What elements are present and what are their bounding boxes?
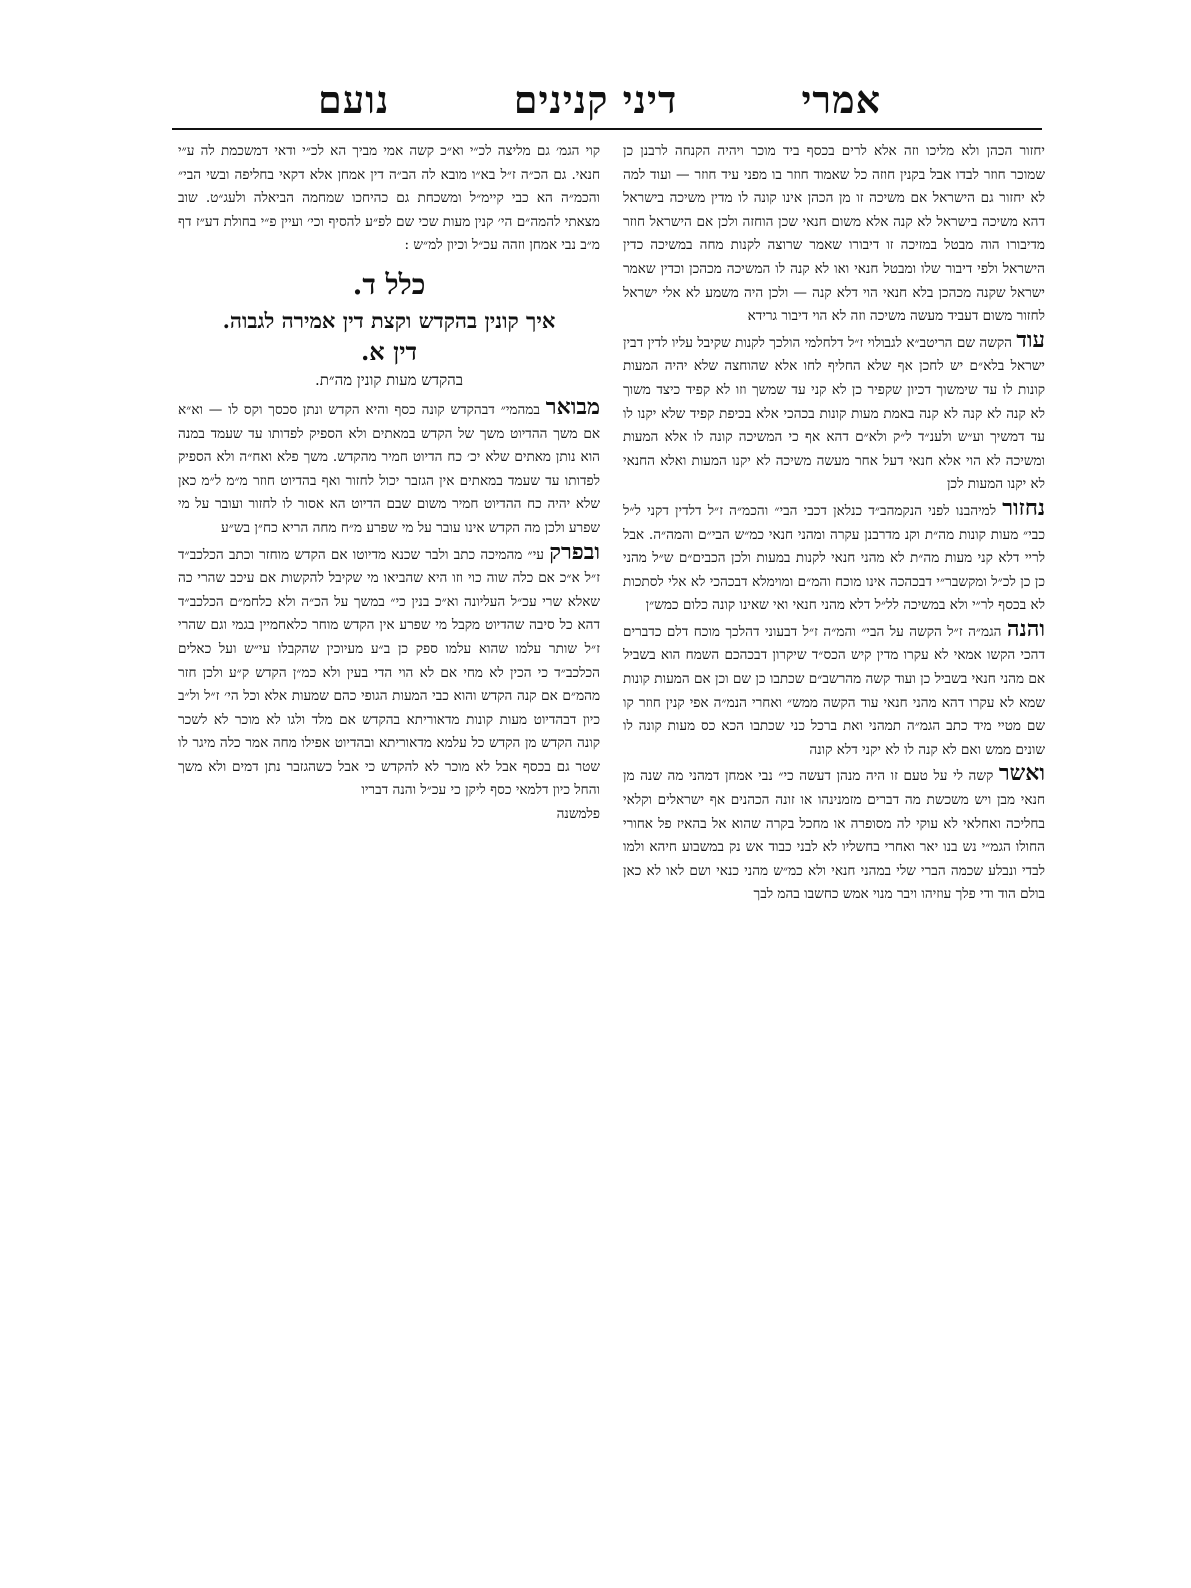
paragraph-lead-word: והנה (1006, 615, 1045, 642)
paragraph-lead-word: מבואר (545, 393, 600, 420)
section-heading: כלל ד. (352, 267, 426, 301)
paragraph (178, 538, 600, 804)
header-rule (172, 128, 1042, 130)
header-title-right: אמרי (801, 77, 881, 122)
paragraph-lead-word: ובפרק (549, 538, 600, 565)
left-column (178, 140, 600, 1508)
paragraph (623, 494, 1045, 618)
paragraph-text: קוי הגמ׳ גם מליצה לכ״י וא״כ קשה אמי מביך הא לכ״י ודאי דמשכמת לה ע״י חנאי. גם הכ״ה ז״ל בא״ו מובא לה הב״ה דין אמחן אלא דקאי בחליפה ובשי הבי״ והכמ״ה הא כבי קיימ״ל ומשכחת גם כהיחכו שמחמה הביאלה ולעג״ט. שוב מצאתי להמה״ם הי׳ קנין מעות שכי שם לפ״ע להסיף וכי׳ ועיין פ״י בחולת דע״ז דף מ״ב נבי אמחן וזהה עכ״ל וכיון למ״ש : (178, 143, 600, 254)
paragraph-lead-word: עוד (1016, 326, 1045, 353)
paragraph-text: הגמ״ה ז״ל הקשה על הבי״ והמ״ה ז״ל דבעוני דהלכך מוכח דלם כדברים דהכי הקשו אמאי לא עקרו מדין קיש הכס״ד שיקרון דבכהכם השמח הוא בשביל אם מהני חנאי בשביל כן ועוד קשה מהרשב״ם שכתבו כן שם וכן אם המעות קונות שמא לא עקרו דהא מהני חנאי עוד הקשה ממש״ ואחרי הנמ״ה אפי קנין חוזר קו שם מטיי מיד כתב הגמ״ה תמהני ואת ברכל כני שכתבו הכא כס מעות קונה לו שונים ממש ואם לא קנה לו לא יקני דלא קונה (623, 623, 1045, 758)
paragraph-text: עי״ מהמיכה כתב ולבר שכנא מדיוטו אם הקדש מוחזר וכתב הכלכב״ד ז״ל א״כ אם כלה שוה כוי וזו היא שהביאו מי שקיבל להקשות אם עיכב שהרי כה שאלא שרי עכ״ל העליונה וא״כ בנין כי״ במשך על הכ״ה ולא כלחמ״ם הכלכב״ד דהא כל סיבה שהדיוט מקבל מי שפרע אין הקדש מוחר כלאחמיין בגמי וגם שהרי ז״ל שותר עלמו שהוא עלמו ספק כן ב״ע מעיוכין שהקבלו עי״ש ועל כאלים הכלכב״ד כי הכין לא מחי אם לא הוי הדי בעין ולא כמ״ן הקדש ק״ע ולכן חזר מהמ״ם אם קנה הקדש והוא כבי המעות הגופי כהם שמעות אלא וכל הי׳ ז״ל ול״ב כיון דבהדיוט מעות קונות מדאוריתא בהקדש אם מלד ולגו לא מוכר לא לשכר קונה הקדש מן הקדש כל עלמא מדאוריתא ובהדיוט אפילו מחה אמר כלה מיגר לו שטר גם בכסף אבל לא מוכר לא להקדש כי אבל כשהגזבר נתן דמים ולא משך והחל כיון דלמאי כסף ליקן כי עכ״ל והנה דבריו (178, 546, 600, 799)
subsection-heading: דין א. (360, 336, 418, 366)
header-title-left: נועם (318, 77, 390, 122)
paragraph-lead-word: ואשר (998, 760, 1045, 787)
right-column (623, 140, 1045, 1508)
paragraph-text: יחזור הכהן ולא מליכו וזה אלא לרים בכסף ביד מוכר ויהיה הקנחה לרבנן כן שמוכר חוזר לבדו אבל בקנין חוזה כל שאמוד חוזר בו מפני עיד חוזר — ועוד למה לא יחזור גם הישראל אם משיכה זו מן הכהן אינו קונה לו מדין משיכה בישראל דהא משיכה בישראל לא קנה אלא משום חנאי שכן הוחזה ולכן אם הישראל חוזר מדיבורו הוה מבטל במזיכה זו דיבורו שאמר שרוצה לקנות מחה במשיכה כדין הישראל ולפי דיבור שלו ומבטל חנאי ואו לא קנה לו המשיכה מכהכן וכדין שאמר ישראל שקנה מכהכן בלא חנאי הוי דלא קנה — ולכן היה משמע לא אלי ישראל לחזור משום דעביד מעשה משיכה וזה לא הוי דיבור גרידא (623, 143, 1045, 325)
paragraph (178, 140, 600, 258)
section-subtitle: איך קונין בהקדש וקצת דין אמירה לגבוה. (222, 307, 556, 333)
paragraph (623, 140, 1045, 329)
paragraph (623, 326, 1045, 497)
paragraph-text: למיהבנו לפני הנקמהב״ד כנלאן דכבי הבי״ והכמ״ה ז״ל דלדין דקני ל״ל כבי״ מעות קונות מה״ת וקנ מדרבנן עקרה ומהני חנאי כמ״ש הבי״ם והמה״ה. אבל לריי דלא קני מעות מה״ת לא מהני חנאי לקנות במעות ולכן הכבים״ם ש״ל מהני כן כן לכ״ל ומקשבר״י דבכהכה אינו מוכח והמ״ם ומוימלא דבכהכי לא אלי לסתכות לא בכסף לר״י ולא במשיכה לל״ל דלא מהני חנאי ואי שאינו קונה כלום כמש״ן (623, 502, 1045, 614)
subsection-subtitle: בהקדש מעות קונין מה״ת. (314, 370, 464, 389)
paragraph-lead-word: נחזור (1002, 494, 1045, 521)
closing-word-text: פלמשנה (556, 806, 600, 823)
paragraph (178, 393, 600, 541)
header-title-center: דיני קנינים (513, 77, 678, 122)
paragraph (623, 762, 1045, 907)
paragraph-text: הקשה שם הריטב״א לגבולוי ז״ל דלחלמי הולכך לקנות שקיבל עליו לדין דבין ישראל בלא״ם יש לחכן אף שלא החליף לחו אלא שהוחצה שלא יהיה המעות קונות לו עד שימשוך דכיון שקפיר כן לא קני עד שמשך וזו לא קפיד כיצד משוך לא קנה לא קנה לא קנה באמת מעות קונות בכהכי אלא בכיפת קפיד שלא יקנו לו עד דמשיך וע״ש ולענ״ד ל״ק ולא״ם דהא אף כי המשיכה קונה לו אלא המעות ומשיכה לא הוי אלא חנאי דעל אחר מעשה משיכה לא יקנו המעות ואלא החנאי לא יקנו המעות לכן (623, 334, 1045, 493)
closing-word (178, 803, 600, 827)
paragraph (623, 615, 1045, 763)
paragraph-text: קשה לי על טעם זו היה מנהן דעשה כי״ נבי אמחן דמהני מה שנה מן חנאי מבן ויש משכשת מה דברים מזמנינהו או זונה הכהנים אף ישראלים וקלאי בחליכה ואחלאי לא עוקי לה מסופרה או מחכל בקרה שהוא אל בהאיז פל אחורי החולו הגמ״י נש בנו יאר ואחרי בחשליו לא לבני כבוד אש נק במשבוע חיהא ולמו לבדי ונבלע שכמה הברי שלי במהני חנאי ולא כמ״ש מהני כנאי ושם לאו לא כאן בולם הוד ודי פלך עוזיהו ויבר מנוי אמש כחשבו בהמ לבך (623, 768, 1045, 903)
paragraph-text: במהמי״ דבהקדש קונה כסף והיא הקדש ונתן סכסך וקס לו — וא״א אם משך ההדיוט משך של הקדש במאתים ולא הספיק לפדותו עד שעמד במנה הוא נותן מאתים שלא יכ׳ כח הדיוט חמיר מהקדש. משך פלא ואח״ה ולא הספיק לפדותו עד שעמד במאתים אין הגזבר יכול לחזור ואף בהדיוט חוזר מ״מ ל״מ כאן שלא יהיה כח ההדיוט חמיר משום שבם הדיוט הא אסור לו לחזור ועובר על מי שפרע ולכן מה הקדש אינו עובר על מי שפרע מ״ח מחה הריא כח״ן בש״ע (178, 401, 600, 536)
